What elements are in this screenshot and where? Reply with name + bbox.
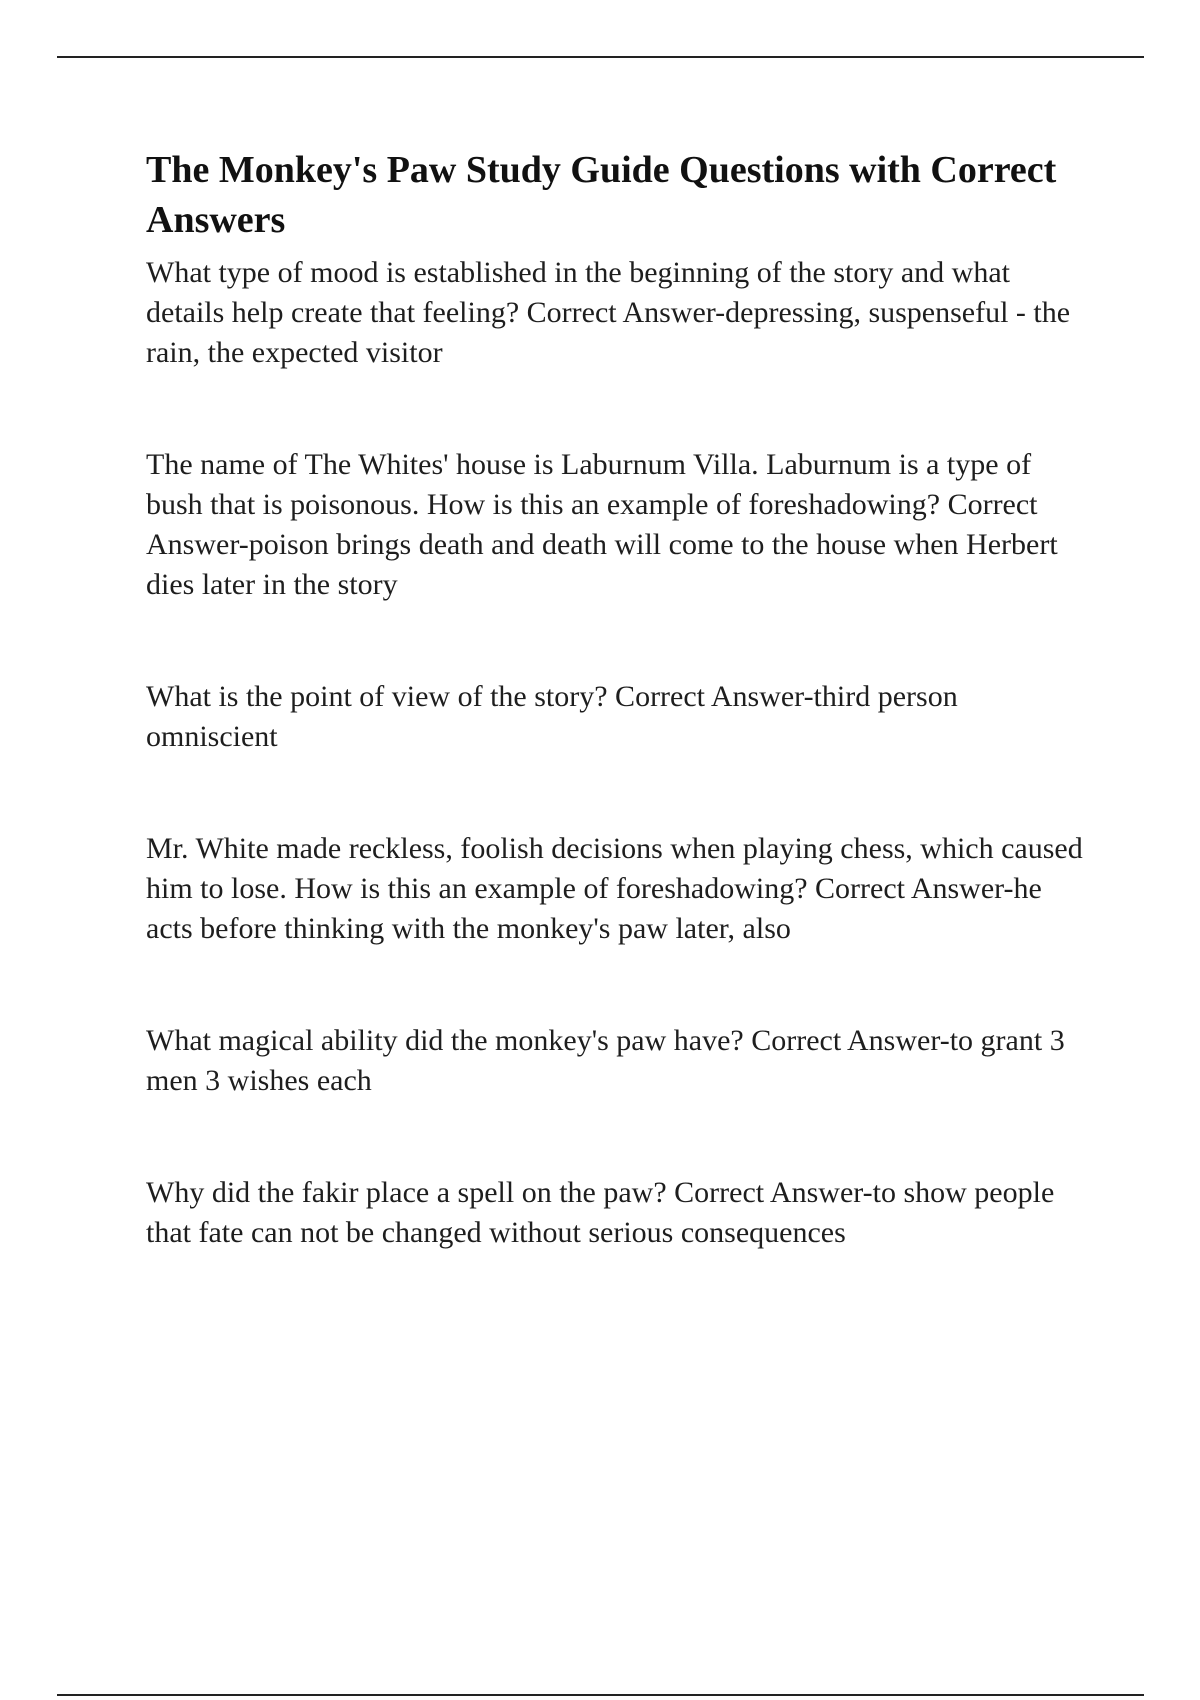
qa-item-3: What is the point of view of the story? Correct Answer-third person omniscient <box>146 680 958 753</box>
qa-item-4: Mr. White made reckless, foolish decisions when playing chess, which caused him to lose. How is this an example of foreshadowing? Correct Answer-he acts before thinking with the monkey's paw later, also <box>146 832 1083 945</box>
qa-item-6: Why did the fakir place a spell on the paw? Correct Answer-to show people that fate can not be changed without serious consequences <box>146 1176 1055 1249</box>
qa-item-1: What type of mood is established in the beginning of the story and what details help create that feeling? Correct Answer-depressing, suspenseful - the rain, the expected visitor <box>146 256 1071 369</box>
header-rule <box>57 56 1144 58</box>
qa-item-2: The name of The Whites' house is Laburnum Villa. Laburnum is a type of bush that is poisonous. How is this an example of foreshadowing? Correct Answer-poison brings death and death will come to the house when Herbert dies later in the story <box>146 448 1058 601</box>
document-body <box>146 145 1086 1253</box>
footer-rule <box>57 1694 1144 1696</box>
qa-item-5: What magical ability did the monkey's paw have? Correct Answer-to grant 3 men 3 wishes each <box>146 1024 1065 1097</box>
document-title: The Monkey's Paw Study Guide Questions with Correct Answers <box>146 149 1057 241</box>
